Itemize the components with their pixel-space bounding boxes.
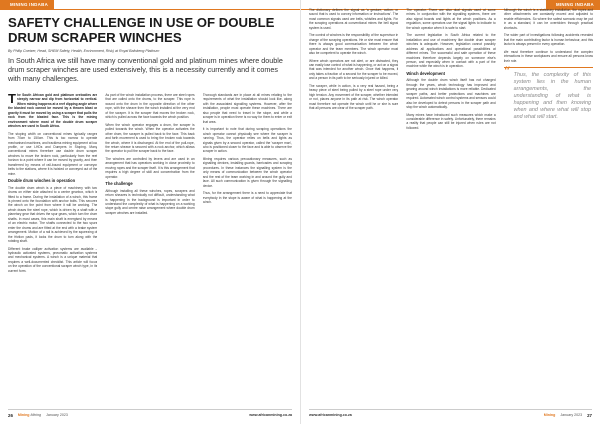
article-byline: By Philip Coetzer, Head, SHEM Safety, Health, Environment, Risk) at Royal Bafokeng Platinum bbox=[8, 49, 160, 53]
page-number-right: 27 bbox=[587, 412, 592, 418]
lead-text: he South African gold and platinum orebodies are steeply narrow and dip from horizontal to vertical. When mining happens at a reef dipping angle where the blasted rock cannot be moved by a thrown blast or gravity it must be moved by using a scraper that pulls the rock from the blasted face. This is the mining environment where most of the double drum scraper winches are used in South Africa. bbox=[8, 93, 98, 129]
section-tag-right: MINING INDABA bbox=[546, 0, 600, 9]
magazine-name bbox=[18, 413, 41, 417]
subheading: Winch development bbox=[406, 70, 445, 76]
magazine-url-right[interactable]: www.africanmining.co.za bbox=[309, 413, 352, 417]
left-columns bbox=[8, 93, 292, 406]
column-3 bbox=[203, 93, 292, 406]
body-paragraph: As part of the winch installation process, there are steel ropes that are called onto the drums, to the scraper. This rope is wound onto the drum in the opposite direction of the other rope, with the sheave then the winch installed at the very end of the scraper. It is the scraper that moves the broken rock, which is pulled across the face towards the winch position. bbox=[105, 93, 195, 120]
footer-rule-right bbox=[309, 409, 592, 410]
column-1 bbox=[8, 93, 97, 406]
column-6 bbox=[504, 8, 593, 406]
body-paragraph: It is important to note that during scraping operations the winch operator cannot physically see where the scraper is running. Thus, the operator relies on bells and lights as signals given by a second operator, called the 'scraper man', who is positioned closer to the face and is able to observe the scraper in action. bbox=[202, 127, 292, 154]
footer-right bbox=[309, 411, 592, 419]
article-headline: SAFETY CHALLENGE IN USE OF DOUBLE DRUM SCRAPER WINCHES bbox=[8, 15, 275, 45]
right-columns bbox=[309, 8, 593, 406]
quote-mark-icon: “ bbox=[503, 64, 511, 80]
top-rule bbox=[0, 9, 300, 10]
body-paragraph: We must therefore continue to understand the complex interactions in these workplaces and ensure all persons know their role. bbox=[503, 49, 593, 63]
magazine-url[interactable]: www.africanmining.co.za bbox=[249, 413, 292, 417]
article-standfirst: In South Africa we still have many conventional gold and platinum mines where double drum scraper winches are used extensively, this is a necessity currently and it comes with many challenges. bbox=[8, 56, 283, 84]
body-paragraph: The scraper, while in action, is a very real hazard, being a heavy piece of steel being pulled by a steel rope under very high tension. Any movement of the scraper, whether intended or not, places anyone in its path at risk. The winch operator must therefore not operate the winch until he or she is sure that all persons are clear of the scraper path. bbox=[309, 83, 399, 111]
body-paragraph: Although the winch is a stationary installation, the ropes and other attachments are constantly moved and adjusted to enable efficiencies. So where the safest scenario may be put in as a standard, it can be overridden through practical shortcuts. bbox=[503, 8, 593, 30]
body-paragraph: Although installing all these winches, ropes, scrapers and return sheaves is technically not difficult, understanding what is happening in the background is important in order to understand the complexity of what is happening on a working stope gully and centre raise arrangement where double drum scraper winches are installed. bbox=[105, 188, 195, 215]
body-paragraph: The wider part of investigations following accidents revealed that the main contributing factor is human behaviour, and this factor is always present in every operation. bbox=[503, 33, 593, 47]
body-paragraph: Thus, for the arrangement there is a need to appreciate that everybody in the stope is aware of what is happening at the winch. bbox=[202, 191, 292, 204]
pull-quote-text: Thus, the complexity of this system lies in the human arrangements, the understanding of what is happening and then knowing when and where what will stop and what will start. bbox=[513, 71, 591, 120]
body-paragraph: Many mines have introduced such measures which make a considerable difference in safety. Unfortunately, there remains a reality that people can still be injured when rules are not followed. bbox=[406, 112, 496, 130]
body-paragraph: The double drum winch is a piece of machinery with two drums on either side attached to a centre gearbox, which is fitted to a frame. During the installation of a winch, this frame is pinned onto the foundation with anchor bolts. This secures the winch on the point from where it will be working. The winch draws the steel rope, which is driven by a shaft with a planetary gear that drives the spur gears, which turn the drum shafts. In most cases, this main shaft is energised by means of an electric motor. The shafts connected to the two spurs enter the drums and are fitted at the end with a brake system arrangement. Motion of a rail is achieved by the squeezing of the friction pads, it locks the drum to turn along with the rotating shaft. bbox=[8, 185, 98, 244]
footer-rule bbox=[8, 409, 292, 410]
body-paragraph: Where winch operators are not alert, or are distracted, they can easily lose control of what is happening, or act on a signal that was intended for another winch. Once that happens, it only takes a fraction of a second for the scraper to be moved, and a person in its path to be seriously injured or killed. bbox=[309, 58, 399, 81]
right-page bbox=[300, 0, 600, 424]
body-paragraph: Although the double drum winch itself has not changed through the years, winch technology has improved and gearing around winch installations is more reliable. Dedicated scraper paths, and better protections and machines are required. Automated winch control systems and sensors could also be developed to detect persons in the scraper path and stop the winch automatically. bbox=[406, 78, 496, 110]
body-paragraph: Mining requires various precautionary measures, such as signalling devices, installing guards, barricades and scraping procedures. In these instances the signalling system is the only means of communication between the winch operator and the rest of the team working in and around the gully and face. All such communication is given through the signalling device. bbox=[202, 156, 292, 188]
footer-left bbox=[8, 411, 292, 419]
drop-cap: T bbox=[8, 93, 16, 106]
magazine-suffix: Mining bbox=[30, 413, 42, 417]
issue-date-right: January 2023 bbox=[560, 413, 583, 417]
subheading: The challenge bbox=[105, 181, 133, 187]
page-number: 26 bbox=[8, 412, 13, 418]
magazine-name-right bbox=[544, 413, 556, 417]
magazine-prefix-right: Mining bbox=[543, 413, 556, 417]
column-5 bbox=[406, 8, 495, 406]
body-paragraph: The operator. There are also dual signals used at some mines. In conjunction with the signalling systems, there are also signal boards and lights at the winch positions. As a regulation, some operators use the signal lights to indicate to the winch operator when it is safe to start. bbox=[406, 8, 496, 30]
magazine-prefix: Mining bbox=[17, 413, 30, 417]
issue-date: January 2023 bbox=[46, 413, 68, 417]
body-paragraph: The stoping width on conventional mines typically ranges from 70cm to 150cm. This is too narrow to operate mechanised machines, and trackless mining equipment at low profile, or use LHDs and Dumpers in Stoping. Many conventional mines therefore use double drum scraper winches to move the broken rock, particularly from the reef horizon to a point where it can be moved by gravity, and then transferred by means of rail-bound equipment or conveyor belts to the stations, where it is hoisted or conveyed out of the mine. bbox=[8, 131, 98, 176]
pull-quote bbox=[503, 64, 593, 121]
column-2 bbox=[105, 93, 194, 406]
body-paragraph: Different brake calliper activation systems are available – hydraulic activated systems, pneumatic activation systems and mechanical systems. A winch is a unique material that requires a well-documented checklist. This article will focus on the operation of the conventional scraper winch type, in its current form. bbox=[8, 246, 98, 273]
lead-paragraph bbox=[8, 93, 97, 129]
body-paragraph: The dictionary defines the signal as 'a gesture, action, or sound that is used to convey information or instructions'. The most common signals used are bells, whistles and lights. For the scraping operations at conventional mines the bell signal system is used. bbox=[309, 8, 399, 30]
body-paragraph: The winches are controlled by levers and are used in an arrangement that has operators working in close proximity to moving ropes and the scraper itself. It is this arrangement that requires a high degree of skill and concentration from the operator. bbox=[105, 156, 195, 179]
section-tag: MINING INDABA bbox=[0, 0, 54, 9]
column-6-body bbox=[504, 8, 593, 63]
body-paragraph: Thorough standards are in place at all mines relating to the requirements of what the installation should look like, along with the associated signalling systems. However, after the installation, people must operate these machines. There are also people that need to travel in the stope, and while a scraper is in operation there is no way for them to enter or exit that area. bbox=[202, 93, 292, 124]
body-paragraph: The current legislation in South Africa related to the installation and use of machinery like double drum scraper winches is adequate. However, legislation cannot possibly address all applications and operational possibilities at different mines. The successful and safe operation of these machines therefore depends largely on someone else's person, and especially when in contact with a part of the machine while the winch is in operation. bbox=[406, 33, 496, 69]
body-paragraph: When the winch operator engages a drum, the scraper is pulled towards the winch. When the operator activates the other drum, the scraper is pulled back to the face. This back and forth movement is used to bring the broken rock towards the winch, where it is discharged. At the end of the pull-rope, the return sheave is secured with a rock anchor, which allows the operator to pull the scraper back to the face. bbox=[105, 122, 195, 154]
column-4 bbox=[309, 8, 398, 406]
subheading: Double drum winches in operation bbox=[8, 178, 76, 184]
body-paragraph: The control of winches is the responsibility of the supervisor in charge of the scraping operations. He or she must ensure that there is always good communication between the winch operator and the team members. The winch operator must also be competent to operate the winch. bbox=[309, 33, 399, 56]
